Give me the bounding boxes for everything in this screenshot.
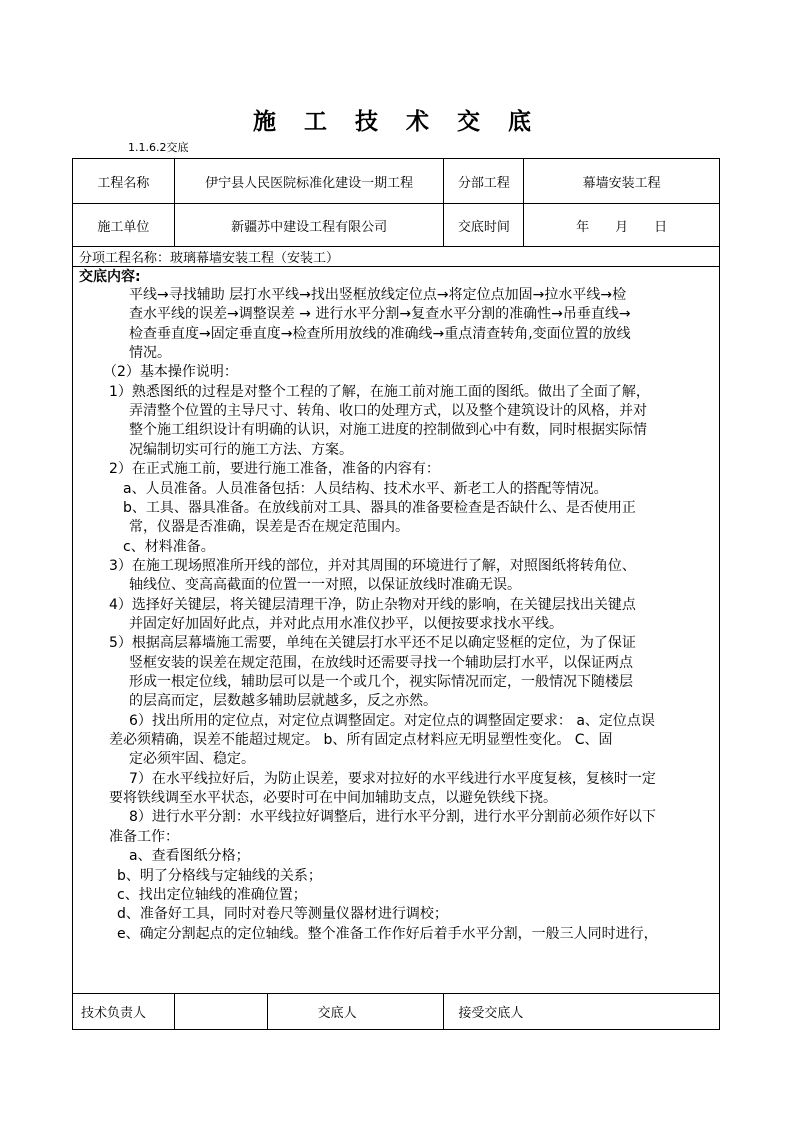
content-line: 平线→寻找辅助 层打水平线→找出竖框放线定位点→将定位点加固→拉水平线→检 [129, 287, 627, 303]
content-line: b、明了分格线与定轴线的关系； [117, 867, 322, 884]
content-line: c、材料准备。 [123, 538, 215, 555]
content-line: 8）进行水平分割：水平线拉好调整后，进行水平分割，进行水平分割前必须作好以下 [129, 809, 656, 826]
project-name-label: 工程名称 [73, 159, 175, 204]
construction-unit-label: 施工单位 [73, 204, 175, 247]
content-line: 查水平线的误差→调整误差 → 进行水平分割→复查水平分割的准确性→吊垂直线→ [129, 306, 631, 323]
content-line: a、人员准备。人员准备包括：人员结构、技术水平、新老工人的搭配等情况。 [123, 480, 608, 497]
content-line: 情况。 [129, 345, 171, 362]
project-name-value: 伊宁县人民医院标准化建设一期工程 [174, 159, 444, 204]
disclosure-time-value: 年 月 日 [524, 204, 720, 247]
receiver-label: 接受交底人 [444, 994, 720, 1030]
content-line: 3）在施工现场照准所开线的部位，并对其周围的环境进行了解，对照图纸将转角位、 [109, 557, 636, 574]
content-line: 竖框安装的误差在规定范围，在放线时还需要寻找一个辅助层打水平，以保证两点 [129, 654, 633, 671]
content-line: 1）熟悉图纸的过程是对整个工程的了解，在施工前对施工面的图纸。做出了全面了解， [109, 383, 650, 400]
subproject-value: 幕墙安装工程 [524, 159, 720, 204]
subproject-label: 分部工程 [444, 159, 524, 204]
disclosure-content-cell [73, 267, 720, 994]
tech-lead-signature [174, 994, 267, 1030]
content-line: 6）找出所用的定位点，对定位点调整固定。对定位点的调整固定要求： a、定位点误 [129, 712, 655, 729]
content-line: 的层高而定，层数越多辅助层就越多，反之亦然。 [129, 693, 437, 710]
content-line: c、找出定位轴线的准确位置； [117, 886, 307, 903]
content-line: 5）根据高层幕墙施工需要，单纯在关键层打水平还不足以确定竖框的定位，为了保证 [109, 635, 636, 652]
content-line: 要将铁线调至水平状态，必要时可在中间加辅助支点，以避免铁线下挠。 [109, 790, 557, 807]
content-line: （2）基本操作说明： [103, 364, 238, 381]
document-title: 施 工 技 术 交 底 [252, 108, 542, 135]
content-heading: 交底内容: [79, 269, 141, 285]
content-line: 况编制切实可行的施工方法、方案。 [129, 441, 353, 458]
content-line: 7）在水平线拉好后，为防止误差，要求对拉好的水平线进行水平度复核，复核时一定 [129, 770, 656, 787]
content-line: 2）在正式施工前，要进行施工准备，准备的内容有： [109, 461, 440, 478]
disclosure-table [72, 158, 720, 1030]
discloser-label: 交底人 [267, 994, 444, 1030]
disclosure-content [73, 267, 719, 993]
content-line: 整个施工组织设计有明确的认识，对施工进度的控制做到心中有数，同时根据实际情 [129, 422, 647, 439]
sub-item-name: 分项工程名称：玻璃幕墙安装工程（安装工） [73, 247, 720, 267]
disclosure-time-label: 交底时间 [444, 204, 524, 247]
content-line: a、查看图纸分格； [129, 848, 250, 865]
content-line: 并固定好加固好此点，并对此点用水准仪抄平，以便按要求找水平线。 [129, 615, 563, 632]
document-subtitle: 1.1.6.2交底 [128, 141, 189, 154]
tech-lead-label: 技术负责人 [73, 994, 175, 1030]
content-line: 弄清整个位置的主导尺寸、转角、收口的处理方式，以及整个建筑设计的风格，并对 [129, 403, 647, 420]
content-line: e、确定分割起点的定位轴线。整个准备工作作好后着手水平分割，一般三人同时进行， [117, 925, 658, 942]
content-line: b、工具、器具准备。在放线前对工具、器具的准备要检查是否缺什么、是否使用正 [123, 499, 636, 516]
content-line: 形成一根定位线，辅助层可以是一个或几个，视实际情况而定，一般情况下随楼层 [129, 674, 633, 690]
content-line: 准备工作： [109, 828, 179, 845]
construction-unit-value: 新疆苏中建设工程有限公司 [174, 204, 444, 247]
content-line: 检查垂直度→固定垂直度→检查所用放线的准确线→重点清查转角,变面位置的放线 [129, 325, 631, 342]
content-line: 差必须精确，误差不能超过规定。 b、所有固定点材料应无明显塑性变化。 C、固 [109, 732, 613, 749]
content-line: 轴线位、变高高截面的位置一一对照，以保证放线时准确无误。 [129, 577, 521, 594]
content-line: 4）选择好关键层，将关键层清理干净，防止杂物对开线的影响，在关键层找出关键点 [109, 596, 636, 613]
content-line: d、准备好工具，同时对卷尺等测量仪器材进行调校； [117, 906, 448, 923]
content-line: 定必须牢固、稳定。 [129, 751, 255, 768]
content-line: 常，仪器是否准确，误差是否在规定范围内。 [129, 519, 409, 536]
